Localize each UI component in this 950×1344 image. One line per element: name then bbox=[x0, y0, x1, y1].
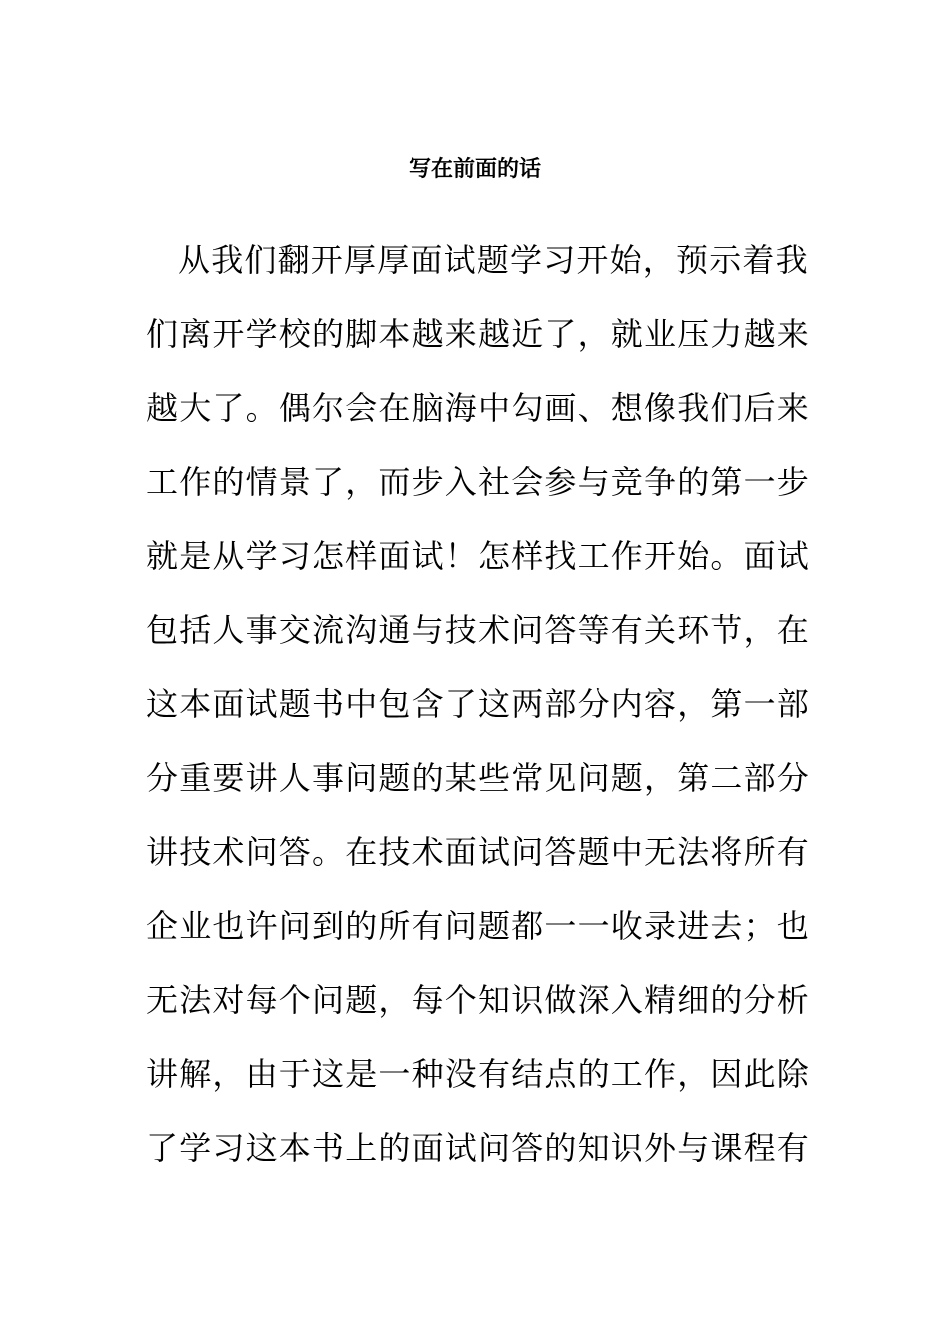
paragraph-line-3: 越大了。偶尔会在脑海中勾画、想像我们后来 bbox=[146, 389, 811, 427]
paragraph-line-2: 们离开学校的脚本越来越近了，就业压力越来 bbox=[146, 315, 811, 353]
paragraph-line-4: 工作的情景了，而步入社会参与竞争的第一步 bbox=[146, 463, 811, 501]
paragraph-line-1: 从我们翻开厚厚面试题学习开始，预示着我 bbox=[178, 241, 809, 279]
paragraph-line-12: 讲解，由于这是一种没有结点的工作，因此除 bbox=[146, 1055, 811, 1093]
paragraph-line-9: 讲技术问答。在技术面试问答题中无法将所有 bbox=[146, 833, 811, 871]
paragraph-line-5: 就是从学习怎样面试！怎样找工作开始。面试 bbox=[146, 537, 811, 575]
paragraph-line-13: 了学习这本书上的面试问答的知识外与课程有 bbox=[146, 1129, 811, 1167]
paragraph-line-11: 无法对每个问题，每个知识做深入精细的分析 bbox=[146, 981, 811, 1019]
paragraph-line-10: 企业也许问到的所有问题都一一收录进去；也 bbox=[146, 907, 811, 945]
paragraph-line-7: 这本面试题书中包含了这两部分内容，第一部 bbox=[146, 685, 811, 723]
page-title: 写在前面的话 bbox=[408, 156, 541, 182]
paragraph-line-8: 分重要讲人事问题的某些常见问题，第二部分 bbox=[146, 759, 811, 797]
paragraph-line-6: 包括人事交流沟通与技术问答等有关环节，在 bbox=[146, 611, 811, 649]
